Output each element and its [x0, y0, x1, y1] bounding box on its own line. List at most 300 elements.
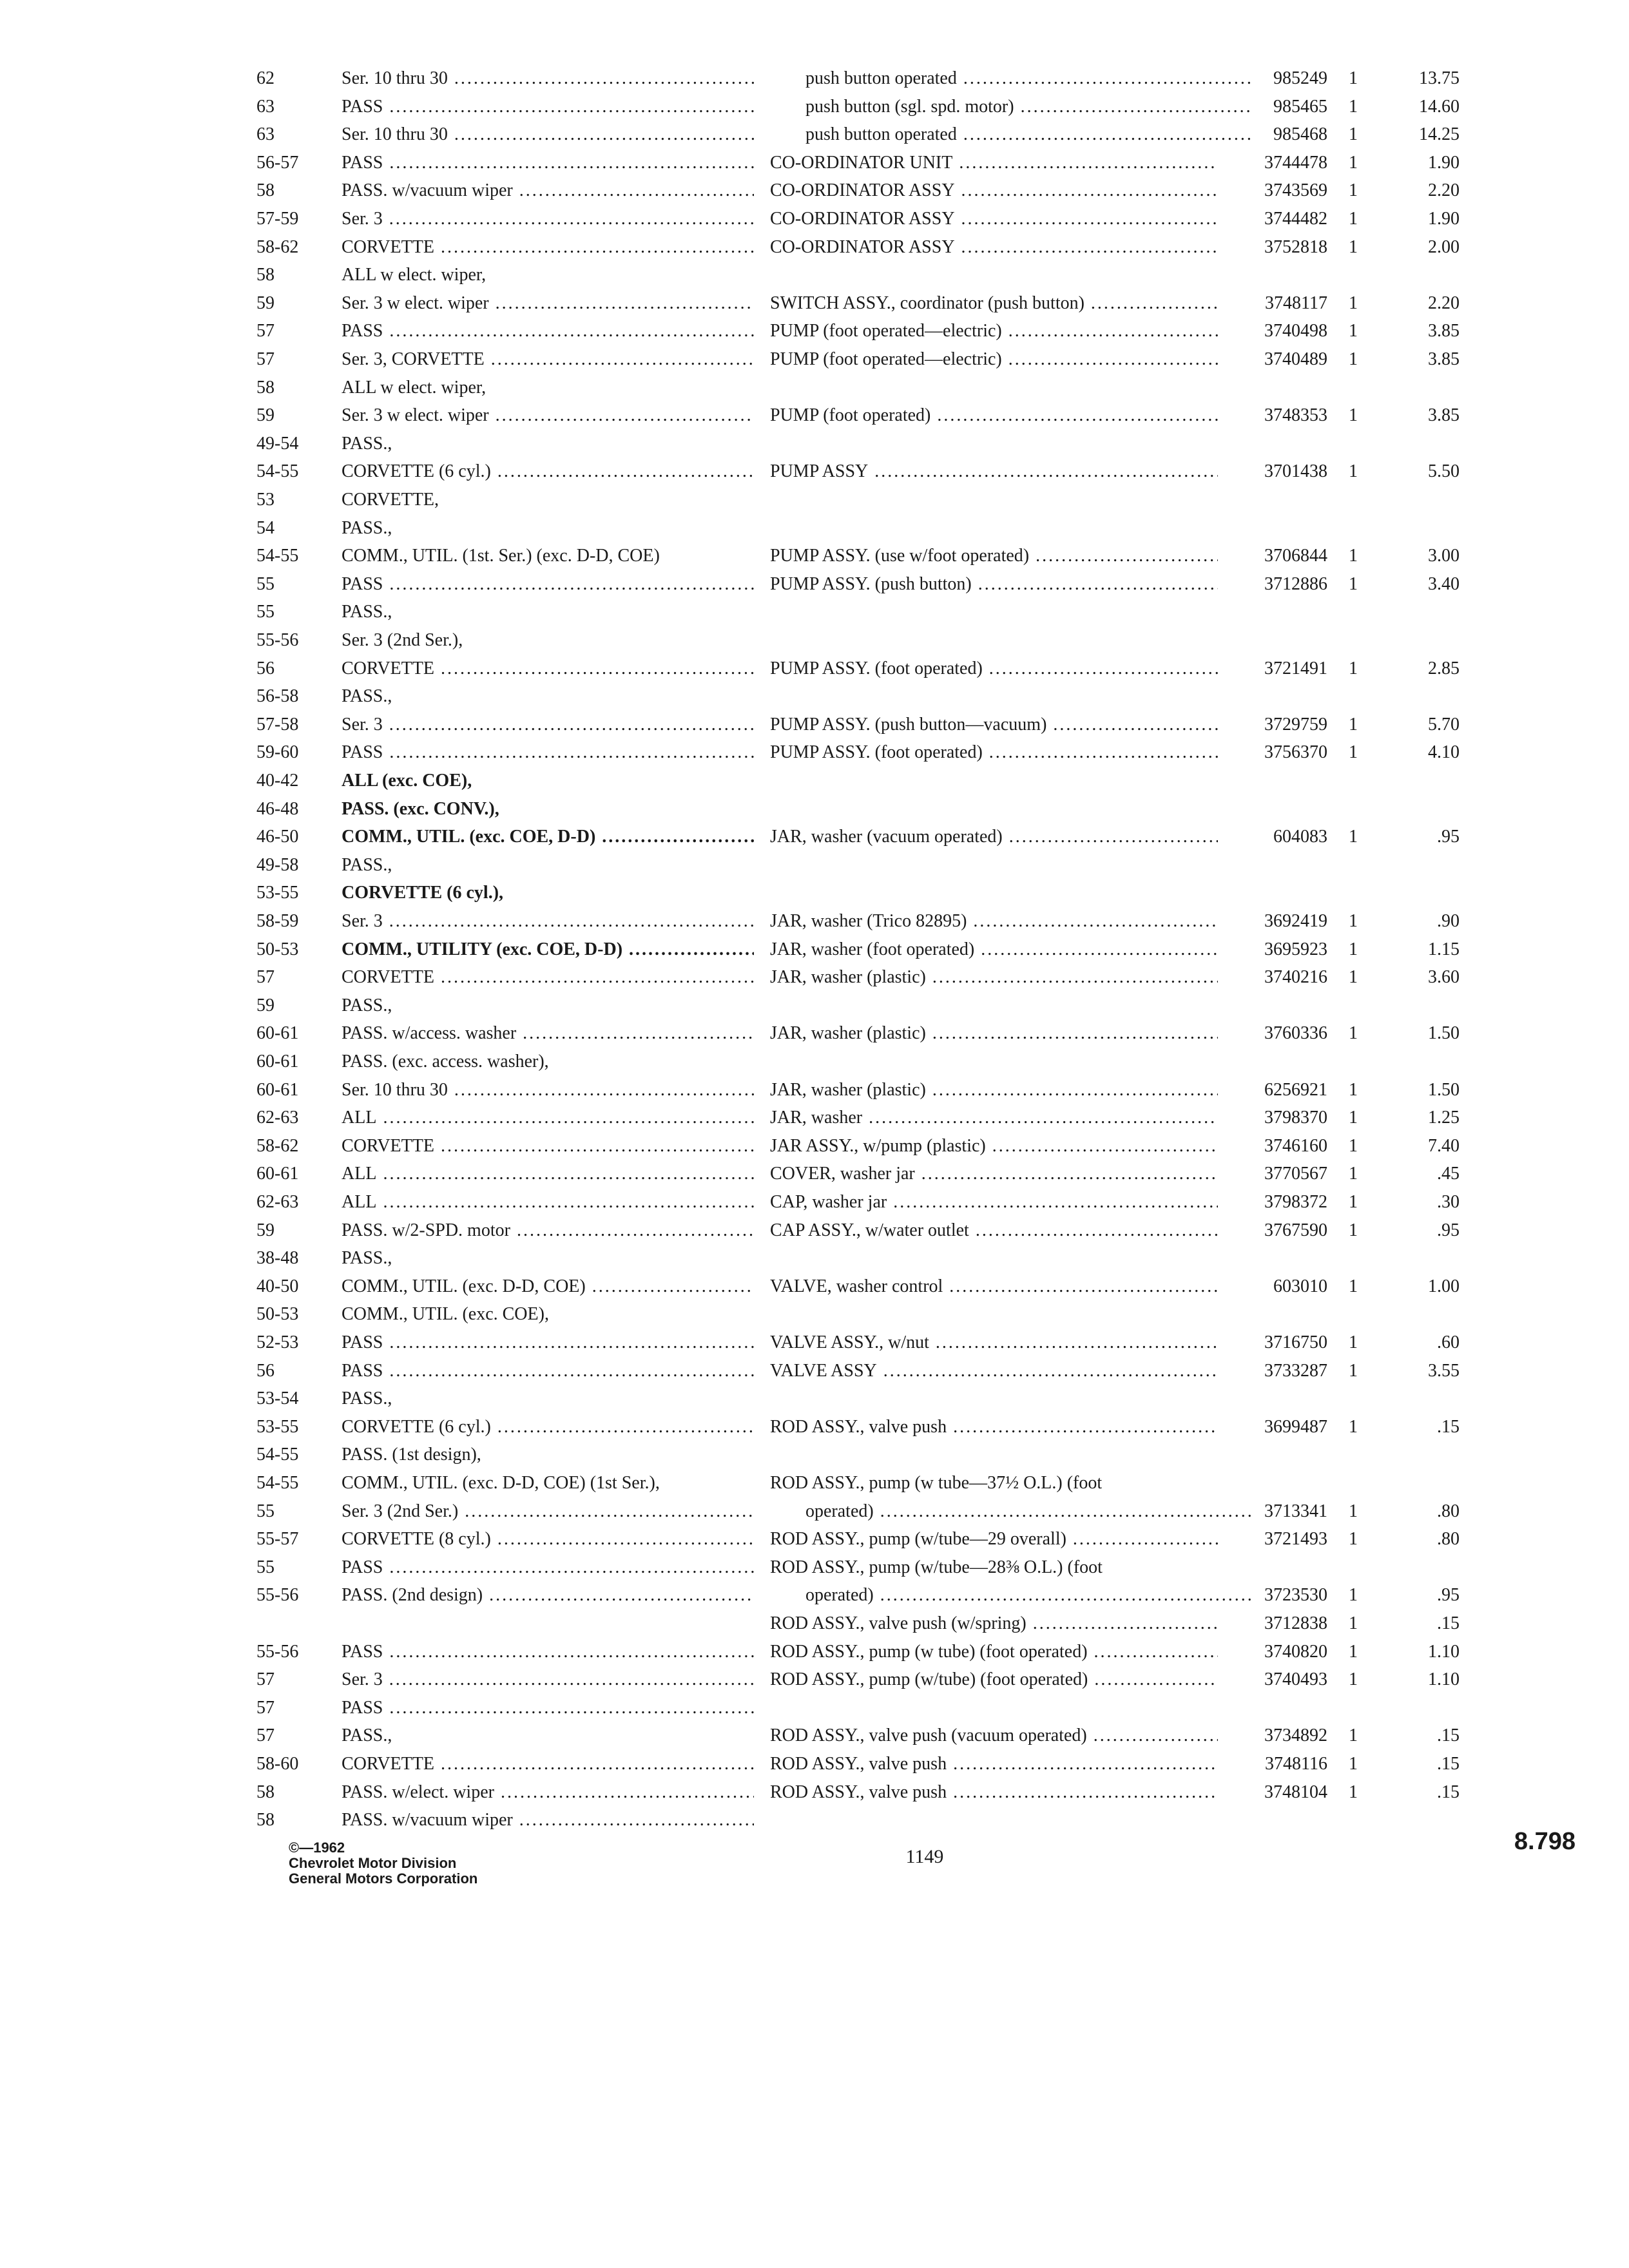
part-description: PUMP (foot operated—electric) .....	[770, 345, 1218, 374]
quantity: 1	[1349, 1192, 1358, 1212]
part-number: 3740498	[1264, 321, 1327, 341]
model-description: PASS. (1st design),	[342, 1445, 481, 1465]
part-number: 3767590	[1264, 1220, 1327, 1240]
model-description: ALL w elect. wiper,	[342, 265, 487, 285]
page-number: 1149	[905, 1846, 944, 1867]
part-description: JAR, washer (foot operated) .....	[770, 936, 1218, 964]
part-description: VALVE ASSY .....	[770, 1357, 1218, 1385]
model-description: CORVETTE (8 cyl.) .....	[342, 1525, 754, 1553]
model-years: 57	[256, 349, 275, 369]
model-description: Ser. 3 .....	[342, 1666, 754, 1694]
model-description: PASS. w/elect. wiper .....	[342, 1778, 754, 1807]
model-years: 58-60	[256, 1754, 299, 1774]
model-description: COMM., UTIL. (exc. COE, D-D) .....	[342, 823, 754, 851]
quantity: 1	[1349, 153, 1358, 173]
model-years: 56	[256, 658, 275, 678]
price: 3.85	[1428, 321, 1460, 341]
part-description: CAP ASSY., w/water outlet .....	[770, 1216, 1218, 1245]
model-years: 55	[256, 602, 275, 622]
model-years: 46-48	[256, 799, 299, 819]
model-description: PASS. w/2-SPD. motor .....	[342, 1216, 754, 1245]
model-description: Ser. 10 thru 30 .....	[342, 120, 754, 149]
model-description: PASS .....	[342, 317, 754, 345]
price: 1.00	[1428, 1276, 1460, 1296]
model-description: ALL .....	[342, 1160, 754, 1188]
model-description: COMM., UTIL. (exc. D-D, COE) .....	[342, 1273, 754, 1301]
model-description: PASS .....	[342, 570, 754, 599]
quantity	[1334, 1553, 1373, 1582]
quantity: 1	[1349, 1501, 1358, 1521]
quantity: 1	[1349, 180, 1358, 200]
price: 4.10	[1428, 742, 1460, 762]
part-description: ROD ASSY., pump (w/tube—28⅜ O.L.) (foot	[770, 1557, 1103, 1577]
model-description: PASS. w/vacuum wiper .....	[342, 1806, 754, 1834]
model-years: 46-50	[256, 827, 299, 847]
part-description: ROD ASSY., valve push (vacuum operated) .....	[770, 1722, 1218, 1750]
model-years: 49-54	[256, 434, 299, 454]
model-years: 58	[256, 180, 275, 200]
part-description: push button operated .....	[805, 64, 1253, 93]
quantity: 1	[1349, 209, 1358, 229]
price: 1.50	[1428, 1023, 1460, 1043]
model-description: PASS.,	[342, 995, 392, 1015]
quantity: 1	[1349, 1669, 1358, 1689]
model-description: COMM., UTIL. (exc. D-D, COE) (1st Ser.),	[342, 1473, 660, 1493]
price: .80	[1437, 1501, 1460, 1521]
part-number: 3734892	[1264, 1725, 1327, 1745]
price: 3.00	[1428, 546, 1460, 566]
part-description: JAR, washer (plastic) .....	[770, 963, 1218, 992]
model-years: 57	[256, 967, 275, 987]
model-description: CORVETTE .....	[342, 655, 754, 683]
part-description: PUMP ASSY. (foot operated) .....	[770, 738, 1218, 767]
model-years: 53-55	[256, 1417, 299, 1437]
model-years: 53-55	[256, 883, 299, 903]
model-description: CORVETTE .....	[342, 1750, 754, 1778]
model-description: PASS .....	[342, 1638, 754, 1666]
quantity: 1	[1349, 967, 1358, 987]
quantity: 1	[1349, 1529, 1358, 1549]
model-description: PASS .....	[342, 1694, 754, 1722]
part-number: 3712886	[1264, 574, 1327, 594]
price: 2.00	[1428, 237, 1460, 257]
part-number: 3748104	[1264, 1782, 1327, 1802]
model-years: 40-50	[256, 1276, 299, 1296]
part-number: 3740489	[1264, 349, 1327, 369]
model-description: PASS.,	[342, 1389, 392, 1408]
part-description: VALVE ASSY., w/nut .....	[770, 1329, 1218, 1357]
model-years: 59	[256, 293, 275, 313]
part-number: 3721491	[1264, 658, 1327, 678]
price: .30	[1437, 1192, 1460, 1212]
model-years: 52-53	[256, 1332, 299, 1352]
model-description: PASS .....	[342, 1329, 754, 1357]
part-description: PUMP ASSY. (foot operated) .....	[770, 655, 1218, 683]
price: 7.40	[1428, 1136, 1460, 1156]
quantity: 1	[1349, 1136, 1358, 1156]
price: 3.85	[1428, 349, 1460, 369]
model-description: PASS .....	[342, 149, 754, 177]
quantity: 1	[1349, 349, 1358, 369]
model-years: 55-57	[256, 1529, 299, 1549]
quantity: 1	[1349, 1585, 1358, 1605]
quantity: 1	[1349, 1164, 1358, 1184]
model-description: ALL (exc. COE),	[342, 771, 472, 791]
price: .15	[1437, 1417, 1460, 1437]
part-number: 3729759	[1264, 715, 1327, 735]
quantity: 1	[1349, 1361, 1358, 1381]
part-number: 3744482	[1264, 209, 1327, 229]
part-number: 3743569	[1264, 180, 1327, 200]
quantity: 1	[1349, 124, 1358, 144]
model-years: 55	[256, 574, 275, 594]
model-years: 57	[256, 1725, 275, 1745]
model-years: 40-42	[256, 771, 299, 791]
quantity: 1	[1349, 1613, 1358, 1633]
quantity: 1	[1349, 1276, 1358, 1296]
price: 3.85	[1428, 405, 1460, 425]
part-number: 3692419	[1264, 911, 1327, 931]
part-number: 3798370	[1264, 1108, 1327, 1128]
part-number: 3733287	[1264, 1361, 1327, 1381]
part-description: JAR ASSY., w/pump (plastic) .....	[770, 1132, 1218, 1160]
model-years: 57	[256, 321, 275, 341]
model-description: CORVETTE (6 cyl.),	[342, 883, 504, 903]
model-years: 53-54	[256, 1389, 299, 1408]
price: 1.90	[1428, 209, 1460, 229]
model-description: ALL .....	[342, 1104, 754, 1132]
price: .95	[1437, 1585, 1460, 1605]
part-number: 3706844	[1264, 546, 1327, 566]
model-description: Ser. 3 (2nd Ser.),	[342, 630, 463, 650]
part-number: 985249	[1273, 68, 1327, 88]
model-years: 54	[256, 518, 275, 538]
model-years: 62-63	[256, 1192, 299, 1212]
part-description: SWITCH ASSY., coordinator (push button) .....	[770, 289, 1218, 318]
part-description: CO-ORDINATOR ASSY .....	[770, 233, 1218, 262]
price: 1.25	[1428, 1108, 1460, 1128]
part-number: 6256921	[1264, 1080, 1327, 1100]
part-description: JAR, washer (vacuum operated) .....	[770, 823, 1218, 851]
part-number: 3695923	[1264, 939, 1327, 959]
part-description: PUMP ASSY. (push button) .....	[770, 570, 1218, 599]
quantity: 1	[1349, 911, 1358, 931]
part-number: 3699487	[1264, 1417, 1327, 1437]
model-years: 59	[256, 995, 275, 1015]
model-description: PASS. (exc. access. washer),	[342, 1052, 549, 1072]
part-description: ROD ASSY., valve push .....	[770, 1750, 1218, 1778]
model-years: 55-56	[256, 1642, 299, 1662]
model-description: ALL .....	[342, 1188, 754, 1216]
part-number: 3740216	[1264, 967, 1327, 987]
model-years: 57-59	[256, 209, 299, 229]
model-description: Ser. 3 .....	[342, 711, 754, 739]
part-number: 603010	[1273, 1276, 1327, 1296]
model-description: Ser. 10 thru 30 .....	[342, 1076, 754, 1104]
model-description: PASS. w/vacuum wiper .....	[342, 177, 754, 205]
copyright-line: ©—1962	[289, 1840, 345, 1856]
price: 3.55	[1428, 1361, 1460, 1381]
price: 13.75	[1419, 68, 1460, 88]
model-description: Ser. 10 thru 30 .....	[342, 64, 754, 93]
model-years: 55-56	[256, 1585, 299, 1605]
model-years: 58	[256, 378, 275, 398]
part-description: PUMP ASSY. (use w/foot operated) .....	[770, 542, 1218, 570]
quantity: 1	[1349, 658, 1358, 678]
model-years: 60-61	[256, 1164, 299, 1184]
model-years: 57-58	[256, 715, 299, 735]
quantity: 1	[1349, 97, 1358, 117]
quantity: 1	[1349, 293, 1358, 313]
model-description: CORVETTE .....	[342, 963, 754, 992]
model-description: PASS.,	[342, 1725, 392, 1745]
copyright-line: Chevrolet Motor Division	[289, 1855, 457, 1871]
part-number: 3716750	[1264, 1332, 1327, 1352]
part-description: ROD ASSY., pump (w tube—37½ O.L.) (foot	[770, 1473, 1103, 1493]
quantity: 1	[1349, 1023, 1358, 1043]
price: 1.10	[1428, 1669, 1460, 1689]
part-description: CO-ORDINATOR ASSY .....	[770, 205, 1218, 233]
price: 2.20	[1428, 180, 1460, 200]
part-description: push button (sgl. spd. motor) .....	[805, 93, 1253, 121]
model-description: COMM., UTIL. (exc. COE),	[342, 1304, 549, 1324]
part-number	[1224, 1553, 1327, 1582]
quantity	[1334, 1469, 1373, 1497]
model-description: PASS .....	[342, 93, 754, 121]
price	[1379, 1469, 1460, 1497]
part-number: 3713341	[1264, 1501, 1327, 1521]
quantity: 1	[1349, 405, 1358, 425]
price: .15	[1437, 1725, 1460, 1745]
part-number: 3752818	[1264, 237, 1327, 257]
price: 5.70	[1428, 715, 1460, 735]
model-description: PASS.,	[342, 686, 392, 706]
price: 3.40	[1428, 574, 1460, 594]
model-description: PASS.,	[342, 434, 392, 454]
model-description: Ser. 3 .....	[342, 205, 754, 233]
quantity: 1	[1349, 574, 1358, 594]
quantity: 1	[1349, 1220, 1358, 1240]
quantity: 1	[1349, 1108, 1358, 1128]
quantity: 1	[1349, 1782, 1358, 1802]
part-number: 985468	[1273, 124, 1327, 144]
part-number: 985465	[1273, 97, 1327, 117]
model-years: 59	[256, 1220, 275, 1240]
model-description: PASS. w/access. washer .....	[342, 1019, 754, 1048]
model-years: 62-63	[256, 1108, 299, 1128]
part-number: 3740820	[1264, 1642, 1327, 1662]
model-years: 55	[256, 1501, 275, 1521]
model-description: COMM., UTILITY (exc. COE, D-D) .....	[342, 936, 754, 964]
copyright-notice	[289, 1840, 611, 1887]
model-years: 58	[256, 1810, 275, 1830]
part-description: operated) .....	[805, 1581, 1253, 1610]
model-description: Ser. 3 (2nd Ser.) .....	[342, 1497, 754, 1526]
quantity: 1	[1349, 461, 1358, 481]
part-number: 3701438	[1264, 461, 1327, 481]
part-description: ROD ASSY., valve push (w/spring) .....	[770, 1610, 1218, 1638]
model-years: 54-55	[256, 1445, 299, 1465]
part-number: 3740493	[1264, 1669, 1327, 1689]
model-years: 55	[256, 1557, 275, 1577]
model-years: 58	[256, 1782, 275, 1802]
quantity: 1	[1349, 546, 1358, 566]
part-description: JAR, washer (Trico 82895) .....	[770, 907, 1218, 936]
quantity: 1	[1349, 1080, 1358, 1100]
model-years: 62	[256, 68, 275, 88]
model-years: 56-57	[256, 153, 299, 173]
part-number: 3744478	[1264, 153, 1327, 173]
model-years: 54-55	[256, 461, 299, 481]
quantity: 1	[1349, 1642, 1358, 1662]
model-years: 58-62	[256, 1136, 299, 1156]
price: .15	[1437, 1613, 1460, 1633]
part-number: 3756370	[1264, 742, 1327, 762]
part-description: PUMP (foot operated—electric) .....	[770, 317, 1218, 345]
part-number: 3746160	[1264, 1136, 1327, 1156]
part-number: 3721493	[1264, 1529, 1327, 1549]
part-description: push button operated .....	[805, 120, 1253, 149]
price: 14.25	[1419, 124, 1460, 144]
part-number: 3748116	[1265, 1754, 1327, 1774]
model-years: 58-59	[256, 911, 299, 931]
part-description: CAP, washer jar .....	[770, 1188, 1218, 1216]
part-number: 3723530	[1264, 1585, 1327, 1605]
part-description: operated) .....	[805, 1497, 1253, 1526]
price: 1.10	[1428, 1642, 1460, 1662]
part-description: JAR, washer (plastic) .....	[770, 1019, 1218, 1048]
quantity: 1	[1349, 742, 1358, 762]
model-years: 53	[256, 490, 275, 510]
copyright-line: General Motors Corporation	[289, 1870, 478, 1887]
model-description: PASS.,	[342, 855, 392, 875]
model-years: 56	[256, 1361, 275, 1381]
part-number: 604083	[1273, 827, 1327, 847]
model-description: Ser. 3 w elect. wiper .....	[342, 401, 754, 430]
part-description: COVER, washer jar .....	[770, 1160, 1218, 1188]
price: .45	[1437, 1164, 1460, 1184]
model-description: PASS.,	[342, 1248, 392, 1268]
model-description: Ser. 3, CORVETTE .....	[342, 345, 754, 374]
model-years: 50-53	[256, 1304, 299, 1324]
part-description: ROD ASSY., pump (w/tube) (foot operated) .....	[770, 1666, 1218, 1694]
part-number: 3712838	[1264, 1613, 1327, 1633]
model-years: 59-60	[256, 742, 299, 762]
part-number: 3770567	[1264, 1164, 1327, 1184]
quantity: 1	[1349, 1725, 1358, 1745]
model-years: 58-62	[256, 237, 299, 257]
part-description: ROD ASSY., pump (w/tube—29 overall) .....	[770, 1525, 1218, 1553]
model-description: ALL w elect. wiper,	[342, 378, 487, 398]
model-years: 54-55	[256, 1473, 299, 1493]
part-number: 3748117	[1265, 293, 1327, 313]
part-description: CO-ORDINATOR UNIT .....	[770, 149, 1218, 177]
model-description: COMM., UTIL. (1st. Ser.) (exc. D-D, COE)	[342, 546, 660, 566]
model-description: Ser. 3 w elect. wiper .....	[342, 289, 754, 318]
model-years: 63	[256, 97, 275, 117]
price: .15	[1437, 1754, 1460, 1774]
price: .95	[1437, 827, 1460, 847]
model-description: PASS .....	[342, 738, 754, 767]
model-description: PASS .....	[342, 1357, 754, 1385]
quantity: 1	[1349, 939, 1358, 959]
model-description: CORVETTE (6 cyl.) .....	[342, 1413, 754, 1441]
price: 1.15	[1428, 939, 1460, 959]
model-description: PASS. (exc. CONV.),	[342, 799, 499, 819]
quantity: 1	[1349, 1417, 1358, 1437]
model-years: 60-61	[256, 1080, 299, 1100]
price: .60	[1437, 1332, 1460, 1352]
price: 1.90	[1428, 153, 1460, 173]
price: 3.60	[1428, 967, 1460, 987]
quantity: 1	[1349, 1332, 1358, 1352]
price	[1379, 1553, 1460, 1582]
part-description: PUMP (foot operated) .....	[770, 401, 1218, 430]
model-description: PASS. (2nd design) .....	[342, 1581, 754, 1610]
model-description: CORVETTE .....	[342, 1132, 754, 1160]
model-description: Ser. 3 .....	[342, 907, 754, 936]
price: .15	[1437, 1782, 1460, 1802]
part-description: CO-ORDINATOR ASSY .....	[770, 177, 1218, 205]
model-years: 57	[256, 1669, 275, 1689]
model-years: 54-55	[256, 546, 299, 566]
price: 2.85	[1428, 658, 1460, 678]
model-description: PASS.,	[342, 518, 392, 538]
model-years: 63	[256, 124, 275, 144]
part-description: ROD ASSY., valve push .....	[770, 1778, 1218, 1807]
model-description: CORVETTE .....	[342, 233, 754, 262]
model-description: PASS .....	[342, 1553, 754, 1582]
model-description	[342, 1610, 754, 1638]
model-years: 49-58	[256, 855, 299, 875]
quantity: 1	[1349, 827, 1358, 847]
part-description: ROD ASSY., pump (w tube) (foot operated) .....	[770, 1638, 1218, 1666]
model-description: PASS.,	[342, 602, 392, 622]
part-description: PUMP ASSY. (push button—vacuum) .....	[770, 711, 1218, 739]
part-description: VALVE, washer control .....	[770, 1273, 1218, 1301]
quantity: 1	[1349, 715, 1358, 735]
part-description: ROD ASSY., valve push .....	[770, 1413, 1218, 1441]
part-number: 3748353	[1264, 405, 1327, 425]
price: 2.20	[1428, 293, 1460, 313]
model-years: 60-61	[256, 1023, 299, 1043]
quantity: 1	[1349, 237, 1358, 257]
model-description: CORVETTE,	[342, 490, 439, 510]
quantity: 1	[1349, 68, 1358, 88]
model-years: 38-48	[256, 1248, 299, 1268]
price: 5.50	[1428, 461, 1460, 481]
part-number: 3798372	[1264, 1192, 1327, 1212]
model-description: CORVETTE (6 cyl.) .....	[342, 457, 754, 486]
model-years: 55-56	[256, 630, 299, 650]
price: 1.50	[1428, 1080, 1460, 1100]
part-number	[1224, 1469, 1327, 1497]
part-description: JAR, washer (plastic) .....	[770, 1076, 1218, 1104]
part-description: JAR, washer .....	[770, 1104, 1218, 1132]
quantity: 1	[1349, 321, 1358, 341]
part-description: PUMP ASSY .....	[770, 457, 1218, 486]
model-years: 50-53	[256, 939, 299, 959]
price: .95	[1437, 1220, 1460, 1240]
section-number: 8.798	[1514, 1828, 1576, 1855]
part-number: 3760336	[1264, 1023, 1327, 1043]
model-years: 59	[256, 405, 275, 425]
model-years: 56-58	[256, 686, 299, 706]
model-years: 60-61	[256, 1052, 299, 1072]
price: 14.60	[1419, 97, 1460, 117]
price: .80	[1437, 1529, 1460, 1549]
price: .90	[1437, 911, 1460, 931]
